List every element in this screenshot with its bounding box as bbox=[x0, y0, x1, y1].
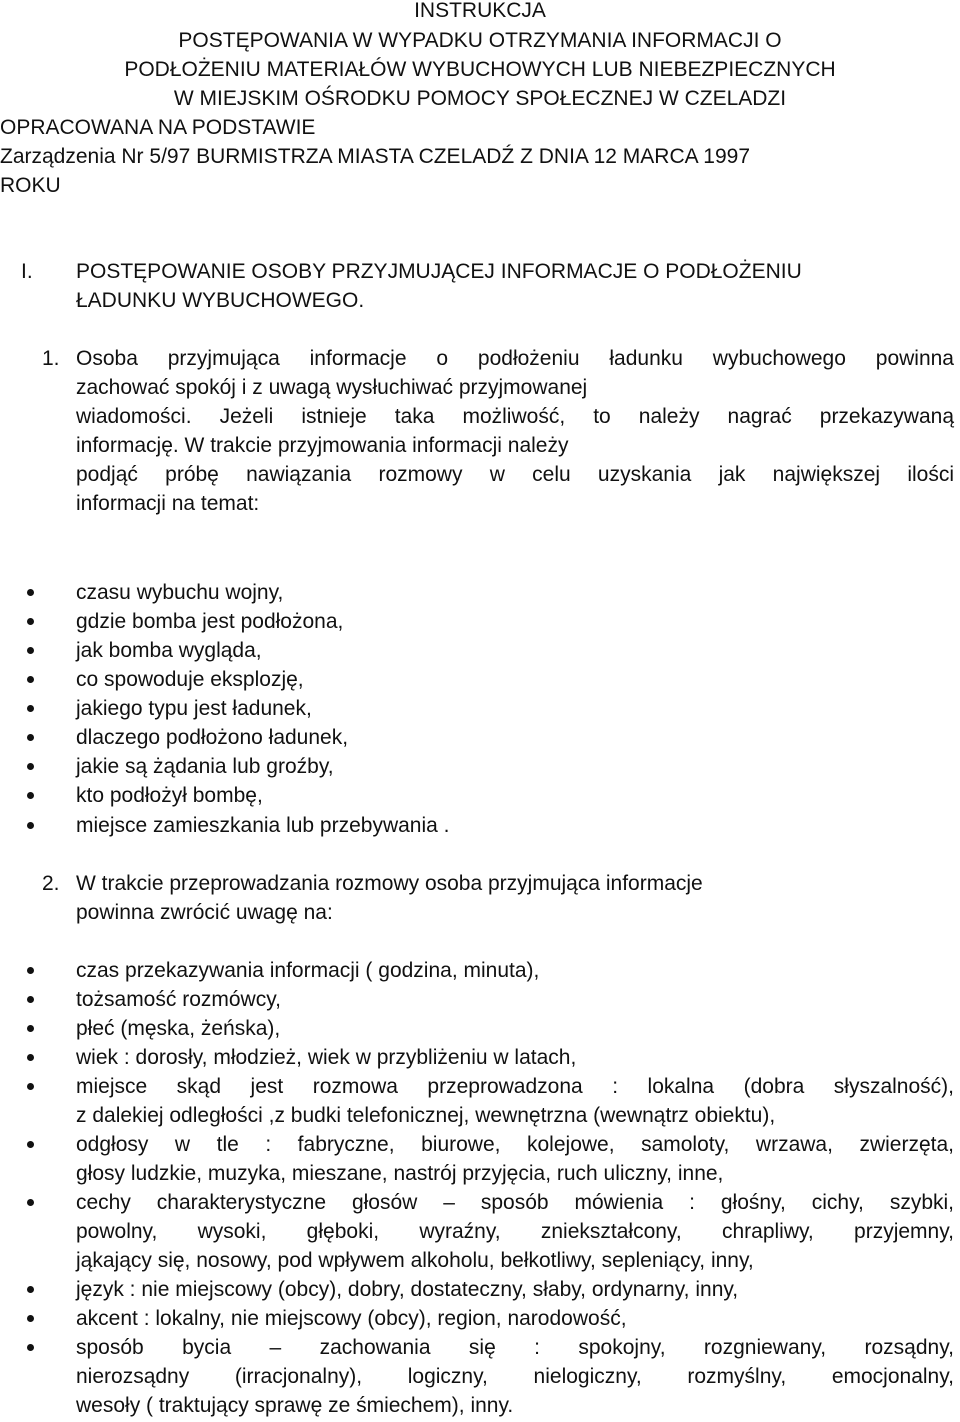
list-item-text: cechy charakterystyczne głosów – sposób mówienia : głośny, cichy, szybki, bbox=[76, 1191, 954, 1214]
list-item bbox=[76, 1304, 954, 1333]
header-line-3: PODŁOŻENIU MATERIAŁÓW WYBUCHOWYCH LUB NIEBEZPIECZNYCH bbox=[124, 58, 836, 81]
bullet-icon bbox=[0, 1141, 60, 1149]
bullet-icon bbox=[0, 1054, 60, 1062]
bullet-icon bbox=[0, 1025, 60, 1033]
section-number: I. bbox=[21, 260, 33, 283]
section-title-line-1: POSTĘPOWANIE OSOBY PRZYJMUJĄCEJ INFORMACJE O PODŁOŻENIU bbox=[76, 260, 802, 283]
point-1-number: 1. bbox=[42, 347, 60, 370]
list-item-text: odgłosy w tle : fabryczne, biurowe, kolejowe, samoloty, wrzawa, zwierzęta, bbox=[76, 1133, 954, 1156]
point-1-text-line: informacji na temat: bbox=[76, 492, 260, 515]
list-item-text: miejsce zamieszkania lub przebywania . bbox=[76, 814, 450, 837]
bullet-icon bbox=[0, 705, 60, 713]
bullet-icon bbox=[0, 618, 60, 626]
list-item bbox=[76, 636, 954, 665]
list-item-text: gdzie bomba jest podłożona, bbox=[76, 610, 344, 633]
list-item-text: powolny, wysoki, głęboki, wyraźny, zniekształcony, chrapliwy, przyjemny, bbox=[76, 1220, 954, 1243]
list-item bbox=[76, 956, 954, 985]
bullet-icon bbox=[0, 1286, 60, 1294]
bullet-icon bbox=[0, 763, 60, 771]
bullet-icon bbox=[0, 647, 60, 655]
bullet-icon bbox=[0, 1315, 60, 1323]
bullet-icon bbox=[0, 792, 60, 800]
list-item bbox=[76, 1333, 954, 1420]
list-item-text: głosy ludzkie, muzyka, mieszane, nastrój przyjęcia, ruch uliczny, inne, bbox=[76, 1162, 724, 1185]
bullet-icon bbox=[0, 589, 60, 597]
list-item bbox=[76, 1130, 954, 1188]
point-2-text-line: powinna zwrócić uwagę na: bbox=[76, 901, 333, 924]
bullet-icon bbox=[0, 822, 60, 830]
list-item bbox=[76, 1275, 954, 1304]
list-item-text: płeć (męska, żeńska), bbox=[76, 1017, 281, 1040]
list-item bbox=[76, 665, 954, 694]
list-item-text: czas przekazywania informacji ( godzina, minuta), bbox=[76, 959, 540, 982]
list-item-text: tożsamość rozmówcy, bbox=[76, 988, 281, 1011]
bullet-icon bbox=[0, 676, 60, 684]
header-line-6: Zarządzenia Nr 5/97 BURMISTRZA MIASTA CZELADŹ Z DNIA 12 MARCA 1997 bbox=[0, 145, 751, 168]
list-item-text: dlaczego podłożono ładunek, bbox=[76, 726, 349, 749]
list-item-text: sposób bycia – zachowania się : spokojny, rozgniewany, rozsądny, bbox=[76, 1336, 954, 1359]
list-item bbox=[76, 811, 954, 840]
bullet-icon bbox=[0, 734, 60, 742]
list-item bbox=[76, 1043, 954, 1072]
list-item-text: jąkający się, nosowy, pod wpływem alkoholu, bełkotliwy, sepleniący, inny, bbox=[76, 1249, 754, 1272]
header-line-4: W MIEJSKIM OŚRODKU POMOCY SPOŁECZNEJ W CZELADZI bbox=[173, 87, 787, 110]
list-item bbox=[76, 723, 954, 752]
list-item bbox=[76, 1072, 954, 1130]
list-item bbox=[76, 752, 954, 781]
list-item-text: nierozsądny (irracjonalny), logiczny, nielogiczny, rozmyślny, emocjonalny, bbox=[76, 1365, 954, 1388]
point-1-text-line: wiadomości. Jeżeli istnieje taka możliwość, to należy nagrać przekazywaną bbox=[76, 405, 954, 428]
list-item-text: czasu wybuchu wojny, bbox=[76, 581, 284, 604]
list-item-text: jakiego typu jest ładunek, bbox=[76, 697, 312, 720]
point-1-text-line: zachować spokój i z uwagą wysłuchiwać przyjmowanej bbox=[76, 376, 588, 399]
point-1-text-line: informację. W trakcie przyjmowania informacji należy bbox=[76, 434, 569, 457]
list-item bbox=[76, 1188, 954, 1275]
list-item-text: język : nie miejscowy (obcy), dobry, dostateczny, słaby, ordynarny, inny, bbox=[76, 1278, 739, 1301]
list-item bbox=[76, 985, 954, 1014]
list-item-text: z dalekiej odległości ,z budki telefonicznej, wewnętrzna (wewnątrz obiektu), bbox=[76, 1104, 776, 1127]
list-item bbox=[76, 607, 954, 636]
section-title-line-2: ŁADUNKU WYBUCHOWEGO. bbox=[76, 289, 365, 312]
list-item-text: miejsce skąd jest rozmowa przeprowadzona : lokalna (dobra słyszalność), bbox=[76, 1075, 954, 1098]
bullet-icon bbox=[0, 967, 60, 975]
header-line-5: OPRACOWANA NA PODSTAWIE bbox=[0, 116, 316, 139]
list-item-text: co spowoduje eksplozję, bbox=[76, 668, 304, 691]
list-item bbox=[76, 1014, 954, 1043]
list-item-text: akcent : lokalny, nie miejscowy (obcy), region, narodowość, bbox=[76, 1307, 627, 1330]
list-item-text: jakie są żądania lub groźby, bbox=[76, 755, 334, 778]
header-title: INSTRUKCJA bbox=[414, 0, 546, 22]
bullet-icon bbox=[0, 1199, 60, 1207]
list-item bbox=[76, 694, 954, 723]
list-item-text: jak bomba wygląda, bbox=[76, 639, 262, 662]
bullet-icon bbox=[0, 1344, 60, 1352]
list-item bbox=[76, 578, 954, 607]
point-1-text-line: Osoba przyjmująca informacje o podłożeniu ładunku wybuchowego powinna bbox=[76, 347, 954, 370]
point-1-text-line: podjąć próbę nawiązania rozmowy w celu uzyskania jak największej ilości bbox=[76, 463, 954, 486]
point-2-number: 2. bbox=[42, 872, 60, 895]
list-item-text: wesoły ( traktujący sprawę ze śmiechem), inny. bbox=[76, 1394, 514, 1417]
bullet-icon bbox=[0, 996, 60, 1004]
header-line-2: POSTĘPOWANIA W WYPADKU OTRZYMANIA INFORMACJI O bbox=[178, 29, 782, 52]
bullet-icon bbox=[0, 1083, 60, 1091]
list-item-text: wiek : dorosły, młodzież, wiek w przybliżeniu w latach, bbox=[76, 1046, 577, 1069]
header-line-7: ROKU bbox=[0, 174, 61, 197]
point-2-text-line: W trakcie przeprowadzania rozmowy osoba przyjmująca informacje bbox=[76, 872, 703, 895]
list-item-text: kto podłożył bombę, bbox=[76, 784, 263, 807]
list-item bbox=[76, 781, 954, 810]
